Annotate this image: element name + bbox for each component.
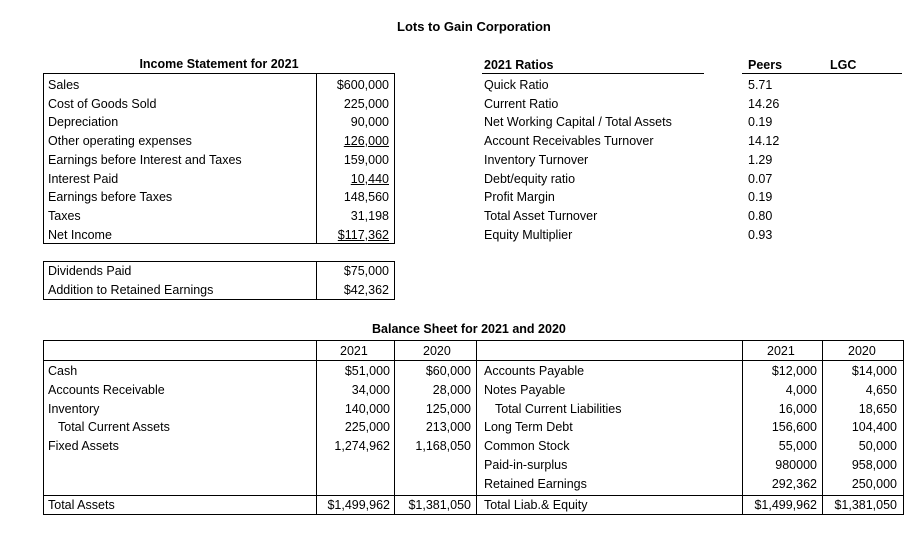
income-row-value: 126,000 — [343, 134, 389, 148]
income-row-label: Cost of Goods Sold — [48, 97, 157, 111]
ratio-row-label: Debt/equity ratio — [484, 172, 576, 186]
bs-liab-2021: 16,000 — [778, 402, 817, 416]
income-statement-heading: Income Statement for 2021 — [139, 57, 299, 71]
income-row-value: $600,000 — [336, 78, 389, 92]
ratio-row-peers: 14.12 — [748, 134, 780, 148]
income-row-label: Sales — [48, 78, 80, 92]
bs-liab-2020: 4,650 — [865, 383, 897, 397]
bs-asset-label: Accounts Receivable — [48, 383, 165, 397]
ratio-row-peers: 0.07 — [748, 172, 773, 186]
bs-liab-2021: 4,000 — [785, 383, 817, 397]
total-assets-2021: $1,499,962 — [327, 498, 390, 512]
bs-asset-2020: $60,000 — [425, 364, 471, 378]
income-row-label: Taxes — [48, 209, 81, 223]
bs-total-rule — [43, 495, 904, 496]
income-row-label: Other operating expenses — [48, 134, 192, 148]
dividend-row-label: Dividends Paid — [48, 264, 132, 278]
income-row-label: Net Income — [48, 228, 112, 242]
bs-liab-2020: 18,650 — [858, 402, 897, 416]
income-row-value: 31,198 — [350, 209, 389, 223]
total-assets-label: Total Assets — [48, 498, 115, 512]
income-row-value: 148,560 — [343, 190, 389, 204]
income-row-value: 225,000 — [343, 97, 389, 111]
bs-liab-2021: $12,000 — [771, 364, 817, 378]
ratio-row-label: Equity Multiplier — [484, 228, 573, 242]
bs-asset-2020: 125,000 — [425, 402, 471, 416]
income-row-value: 159,000 — [343, 153, 389, 167]
dividend-row-value: $75,000 — [343, 264, 389, 278]
income-row-value: 10,440 — [350, 172, 389, 186]
bs-liab-label: Retained Earnings — [484, 477, 587, 491]
bs-asset-label: Cash — [48, 364, 78, 378]
bs-asset-2021: $51,000 — [344, 364, 390, 378]
ratios-cols-rule — [742, 73, 902, 74]
bs-asset-label: Inventory — [48, 402, 100, 416]
ratio-row-peers: 14.26 — [748, 97, 780, 111]
ratio-row-label: Current Ratio — [484, 97, 559, 111]
bs-liab-label: Paid-in-surplus — [484, 458, 568, 472]
ratio-row-label: Account Receivables Turnover — [484, 134, 654, 148]
bs-liab-label: Accounts Payable — [484, 364, 585, 378]
bs-asset-2020: 213,000 — [425, 420, 471, 434]
ratio-row-label: Inventory Turnover — [484, 153, 589, 167]
bs-liab-2021: 156,600 — [771, 420, 817, 434]
income-row-label: Earnings before Interest and Taxes — [48, 153, 242, 167]
total-liab-2021: $1,499,962 — [754, 498, 817, 512]
ratio-row-label: Net Working Capital / Total Assets — [484, 115, 672, 129]
total-liab-2020: $1,381,050 — [834, 498, 897, 512]
total-liab-label: Total Liab.& Equity — [484, 498, 588, 512]
ratio-row-peers: 5.71 — [748, 78, 773, 92]
ratios-col-peers: Peers — [748, 58, 783, 72]
bs-liab-2021: 980000 — [775, 458, 817, 472]
bs-liab-2021: 55,000 — [778, 439, 817, 453]
bs-asset-2020: 1,168,050 — [415, 439, 471, 453]
bs-header-rule — [43, 360, 904, 361]
bs-liab-2020: 958,000 — [851, 458, 897, 472]
ratios-col-lgc: LGC — [830, 58, 857, 72]
bs-liab-2020: 250,000 — [851, 477, 897, 491]
ratio-row-label: Total Asset Turnover — [484, 209, 598, 223]
total-assets-2020: $1,381,050 — [408, 498, 471, 512]
income-row-label: Interest Paid — [48, 172, 119, 186]
bs-asset-2020: 28,000 — [432, 383, 471, 397]
ratio-row-peers: 1.29 — [748, 153, 773, 167]
ratio-row-label: Quick Ratio — [484, 78, 549, 92]
bs-asset-2021: 225,000 — [344, 420, 390, 434]
bs-asset-2021: 34,000 — [351, 383, 390, 397]
bs-liab-label: Total Current Liabilities — [495, 402, 622, 416]
ratio-row-peers: 0.19 — [748, 190, 773, 204]
bs-liab-label: Notes Payable — [484, 383, 566, 397]
bs-liab-2020: $14,000 — [851, 364, 897, 378]
bs-asset-2021: 140,000 — [344, 402, 390, 416]
income-row-label: Earnings before Taxes — [48, 190, 173, 204]
ratio-row-peers: 0.19 — [748, 115, 773, 129]
ratios-heading: 2021 Ratios — [484, 58, 554, 72]
ratio-row-label: Profit Margin — [484, 190, 555, 204]
bs-liab-label: Common Stock — [484, 439, 570, 453]
bs-year-2021-right: 2021 — [767, 344, 795, 358]
bs-liab-label: Long Term Debt — [484, 420, 573, 434]
income-row-value: 90,000 — [350, 115, 389, 129]
ratios-heading-rule — [482, 73, 704, 74]
income-row-value: $117,362 — [337, 228, 389, 242]
income-row-label: Depreciation — [48, 115, 119, 129]
balance-sheet-heading: Balance Sheet for 2021 and 2020 — [372, 322, 566, 336]
dividend-row-label: Addition to Retained Earnings — [48, 283, 214, 297]
bs-year-2020-left: 2020 — [423, 344, 451, 358]
bs-liab-2020: 104,400 — [851, 420, 897, 434]
bs-asset-label: Total Current Assets — [58, 420, 170, 434]
ratio-row-peers: 0.80 — [748, 209, 773, 223]
bs-divider-3 — [476, 340, 477, 515]
page-title: Lots to Gain Corporation — [397, 19, 551, 34]
ratio-row-peers: 0.93 — [748, 228, 773, 242]
bs-liab-2021: 292,362 — [771, 477, 817, 491]
bs-liab-2020: 50,000 — [858, 439, 897, 453]
bs-year-2020-right: 2020 — [848, 344, 876, 358]
dividend-row-value: $42,362 — [343, 283, 389, 297]
bs-year-2021-left: 2021 — [340, 344, 368, 358]
bs-asset-label: Fixed Assets — [48, 439, 119, 453]
bs-asset-2021: 1,274,962 — [334, 439, 390, 453]
